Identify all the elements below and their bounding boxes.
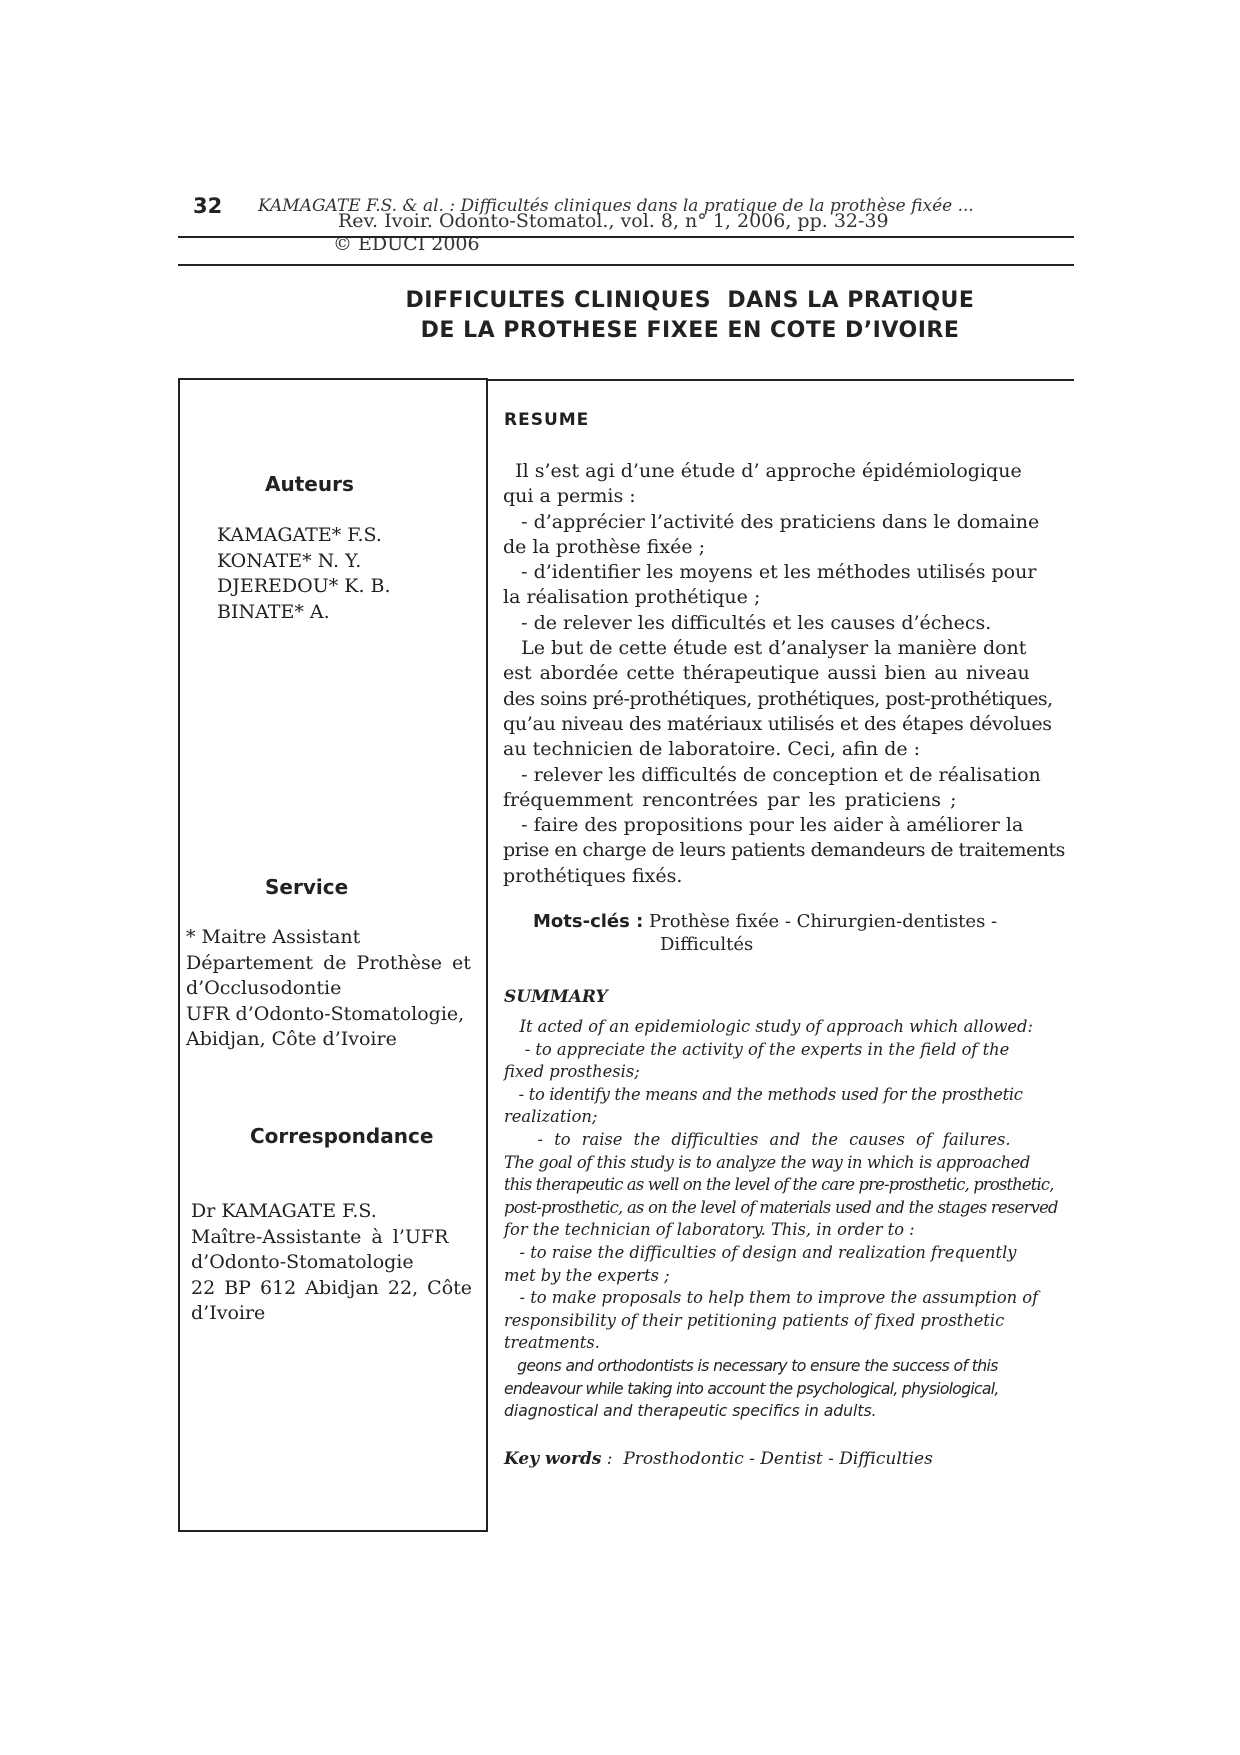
- service-text: [186, 925, 488, 1053]
- resume-line: qu’au niveau des matériaux utilisés et des étapes dévolues: [503, 712, 1052, 735]
- summary-line: It acted of an epidemiologic study of approach which allowed:: [504, 1017, 1033, 1036]
- resume-line: Il s’est agi d’une étude d’ approche épidémiologique: [503, 460, 1022, 482]
- summary-line: this therapeutic as well on the level of the care pre-prosthetic, prosthetic,: [504, 1175, 1054, 1195]
- summary-line: realization;: [504, 1107, 598, 1127]
- summary-line: responsibility of their petitioning patients of fixed prosthetic: [504, 1310, 1005, 1330]
- title-line-1: DIFFICULTES CLINIQUES DANS LA PRATIQUE: [405, 288, 975, 313]
- author-name: KAMAGATE* F.S.: [217, 524, 382, 546]
- header-rule-bottom: [178, 264, 1074, 266]
- service-line: Département de Prothèse et: [186, 951, 471, 974]
- correspondance-heading: Correspondance: [250, 1124, 434, 1148]
- summary-body: [504, 1016, 1072, 1423]
- correspondance-line: 22 BP 612 Abidjan 22, Côte: [191, 1276, 473, 1299]
- summary-line: post-prosthetic, as on the level of materials used and the stages reserved: [504, 1197, 1058, 1217]
- service-line: * Maitre Assistant: [186, 926, 361, 948]
- resume-line: de la prothèse fixée ;: [503, 535, 706, 558]
- resume-heading: RESUME: [504, 410, 590, 430]
- service-line: UFR d’Odonto-Stomatologie,: [186, 1002, 465, 1025]
- keywords-en: [504, 1449, 933, 1469]
- running-head: KAMAGATE F.S. & al. : Difficultés cliniques dans la pratique de la prothèse fixée ...: [258, 196, 974, 216]
- summary-line: fixed prosthesis;: [504, 1062, 640, 1082]
- service-heading: Service: [265, 875, 349, 899]
- author-name: KONATE* N. Y.: [217, 549, 362, 572]
- correspondance-line: Dr KAMAGATE F.S.: [191, 1200, 377, 1222]
- correspondance-text: [191, 1199, 485, 1327]
- resume-line: qui a permis :: [503, 485, 636, 508]
- author-name: BINATE* A.: [217, 600, 330, 623]
- keywords-fr-value: Prothèse fixée - Chirurgien-dentistes -: [649, 911, 998, 932]
- summary-heading: SUMMARY: [504, 987, 608, 1007]
- summary-line: met by the experts ;: [504, 1265, 670, 1285]
- summary-line: - to raise the difficulties of design and realization frequently: [504, 1242, 1017, 1262]
- correspondance-line: d’Odonto-Stomatologie: [191, 1251, 414, 1273]
- keywords-fr: [533, 910, 997, 956]
- summary-line: - to identify the means and the methods used for the prosthetic: [504, 1084, 1023, 1104]
- keywords-en-label: Key words: [504, 1449, 602, 1469]
- summary-line: The goal of this study is to analyze the way in which is approached: [504, 1152, 1030, 1172]
- summary-line: - to make proposals to help them to improve the assumption of: [504, 1288, 1039, 1308]
- service-line: Abidjan, Côte d’Ivoire: [186, 1028, 397, 1050]
- journal-citation: Rev. Ivoir. Odonto-Stomatol., vol. 8, n° 1, 2006, pp. 32-39: [338, 210, 889, 232]
- summary-line: - to raise the difficulties and the causes of failures.: [504, 1129, 1011, 1149]
- column-top-rule: [488, 379, 1074, 381]
- author-name: DJEREDOU* K. B.: [217, 575, 391, 597]
- resume-line: fréquemment rencontrées par les praticiens ;: [503, 788, 957, 811]
- header-rule-top: [178, 236, 1074, 238]
- correspondance-line: d’Ivoire: [191, 1302, 266, 1324]
- resume-line: prise en charge de leurs patients demandeurs de traitements: [503, 839, 1065, 862]
- resume-line: au technicien de laboratoire. Ceci, afin de :: [503, 738, 921, 761]
- authors-list: [217, 523, 391, 625]
- copyright-notice: © EDUCI 2006: [333, 233, 480, 255]
- resume-line: - relever les difficultés de conception et de réalisation: [503, 763, 1041, 786]
- service-line: d’Occlusodontie: [186, 977, 342, 999]
- page-number: 32: [193, 194, 223, 218]
- summary-line: treatments.: [504, 1333, 600, 1353]
- resume-line: - faire des propositions pour les aider à améliorer la: [503, 814, 1024, 837]
- resume-line: - de relever les difficultés et les causes d’échecs.: [503, 611, 992, 634]
- resume-body: [503, 459, 1073, 889]
- summary-line: diagnostical and therapeutic specifics in adults.: [504, 1402, 877, 1421]
- resume-line: - d’identifier les moyens et les méthodes utilisés pour: [503, 561, 1037, 584]
- article-title: [250, 286, 1130, 346]
- resume-line: est abordée cette thérapeutique aussi bien au niveau: [503, 662, 1030, 685]
- resume-line: prothétiques fixés.: [503, 864, 683, 887]
- summary-line: geons and orthodontists is necessary to ensure the success of this: [504, 1356, 998, 1375]
- summary-line: - to appreciate the activity of the experts in the field of the: [504, 1039, 1010, 1059]
- title-line-2: DE LA PROTHESE FIXEE EN COTE D’IVOIRE: [420, 318, 960, 343]
- summary-line: for the technician of laboratory. This, in order to :: [504, 1220, 915, 1240]
- resume-line: la réalisation prothétique ;: [503, 586, 761, 609]
- correspondance-line: Maître-Assistante à l’UFR: [191, 1225, 449, 1248]
- keywords-fr-value-cont: Difficultés: [660, 934, 754, 955]
- resume-line: - d’apprécier l’activité des praticiens dans le domaine: [503, 510, 1040, 533]
- keywords-fr-label: Mots-clés :: [533, 911, 644, 932]
- resume-line: des soins pré-prothétiques, prothétiques, post-prothétiques,: [503, 687, 1053, 710]
- authors-heading: Auteurs: [265, 472, 354, 496]
- summary-line: endeavour while taking into account the psychological, physiological,: [504, 1379, 999, 1398]
- keywords-en-value: : Prosthodontic - Dentist - Difficulties: [601, 1449, 933, 1469]
- resume-line: Le but de cette étude est d’analyser la manière dont: [503, 637, 1027, 660]
